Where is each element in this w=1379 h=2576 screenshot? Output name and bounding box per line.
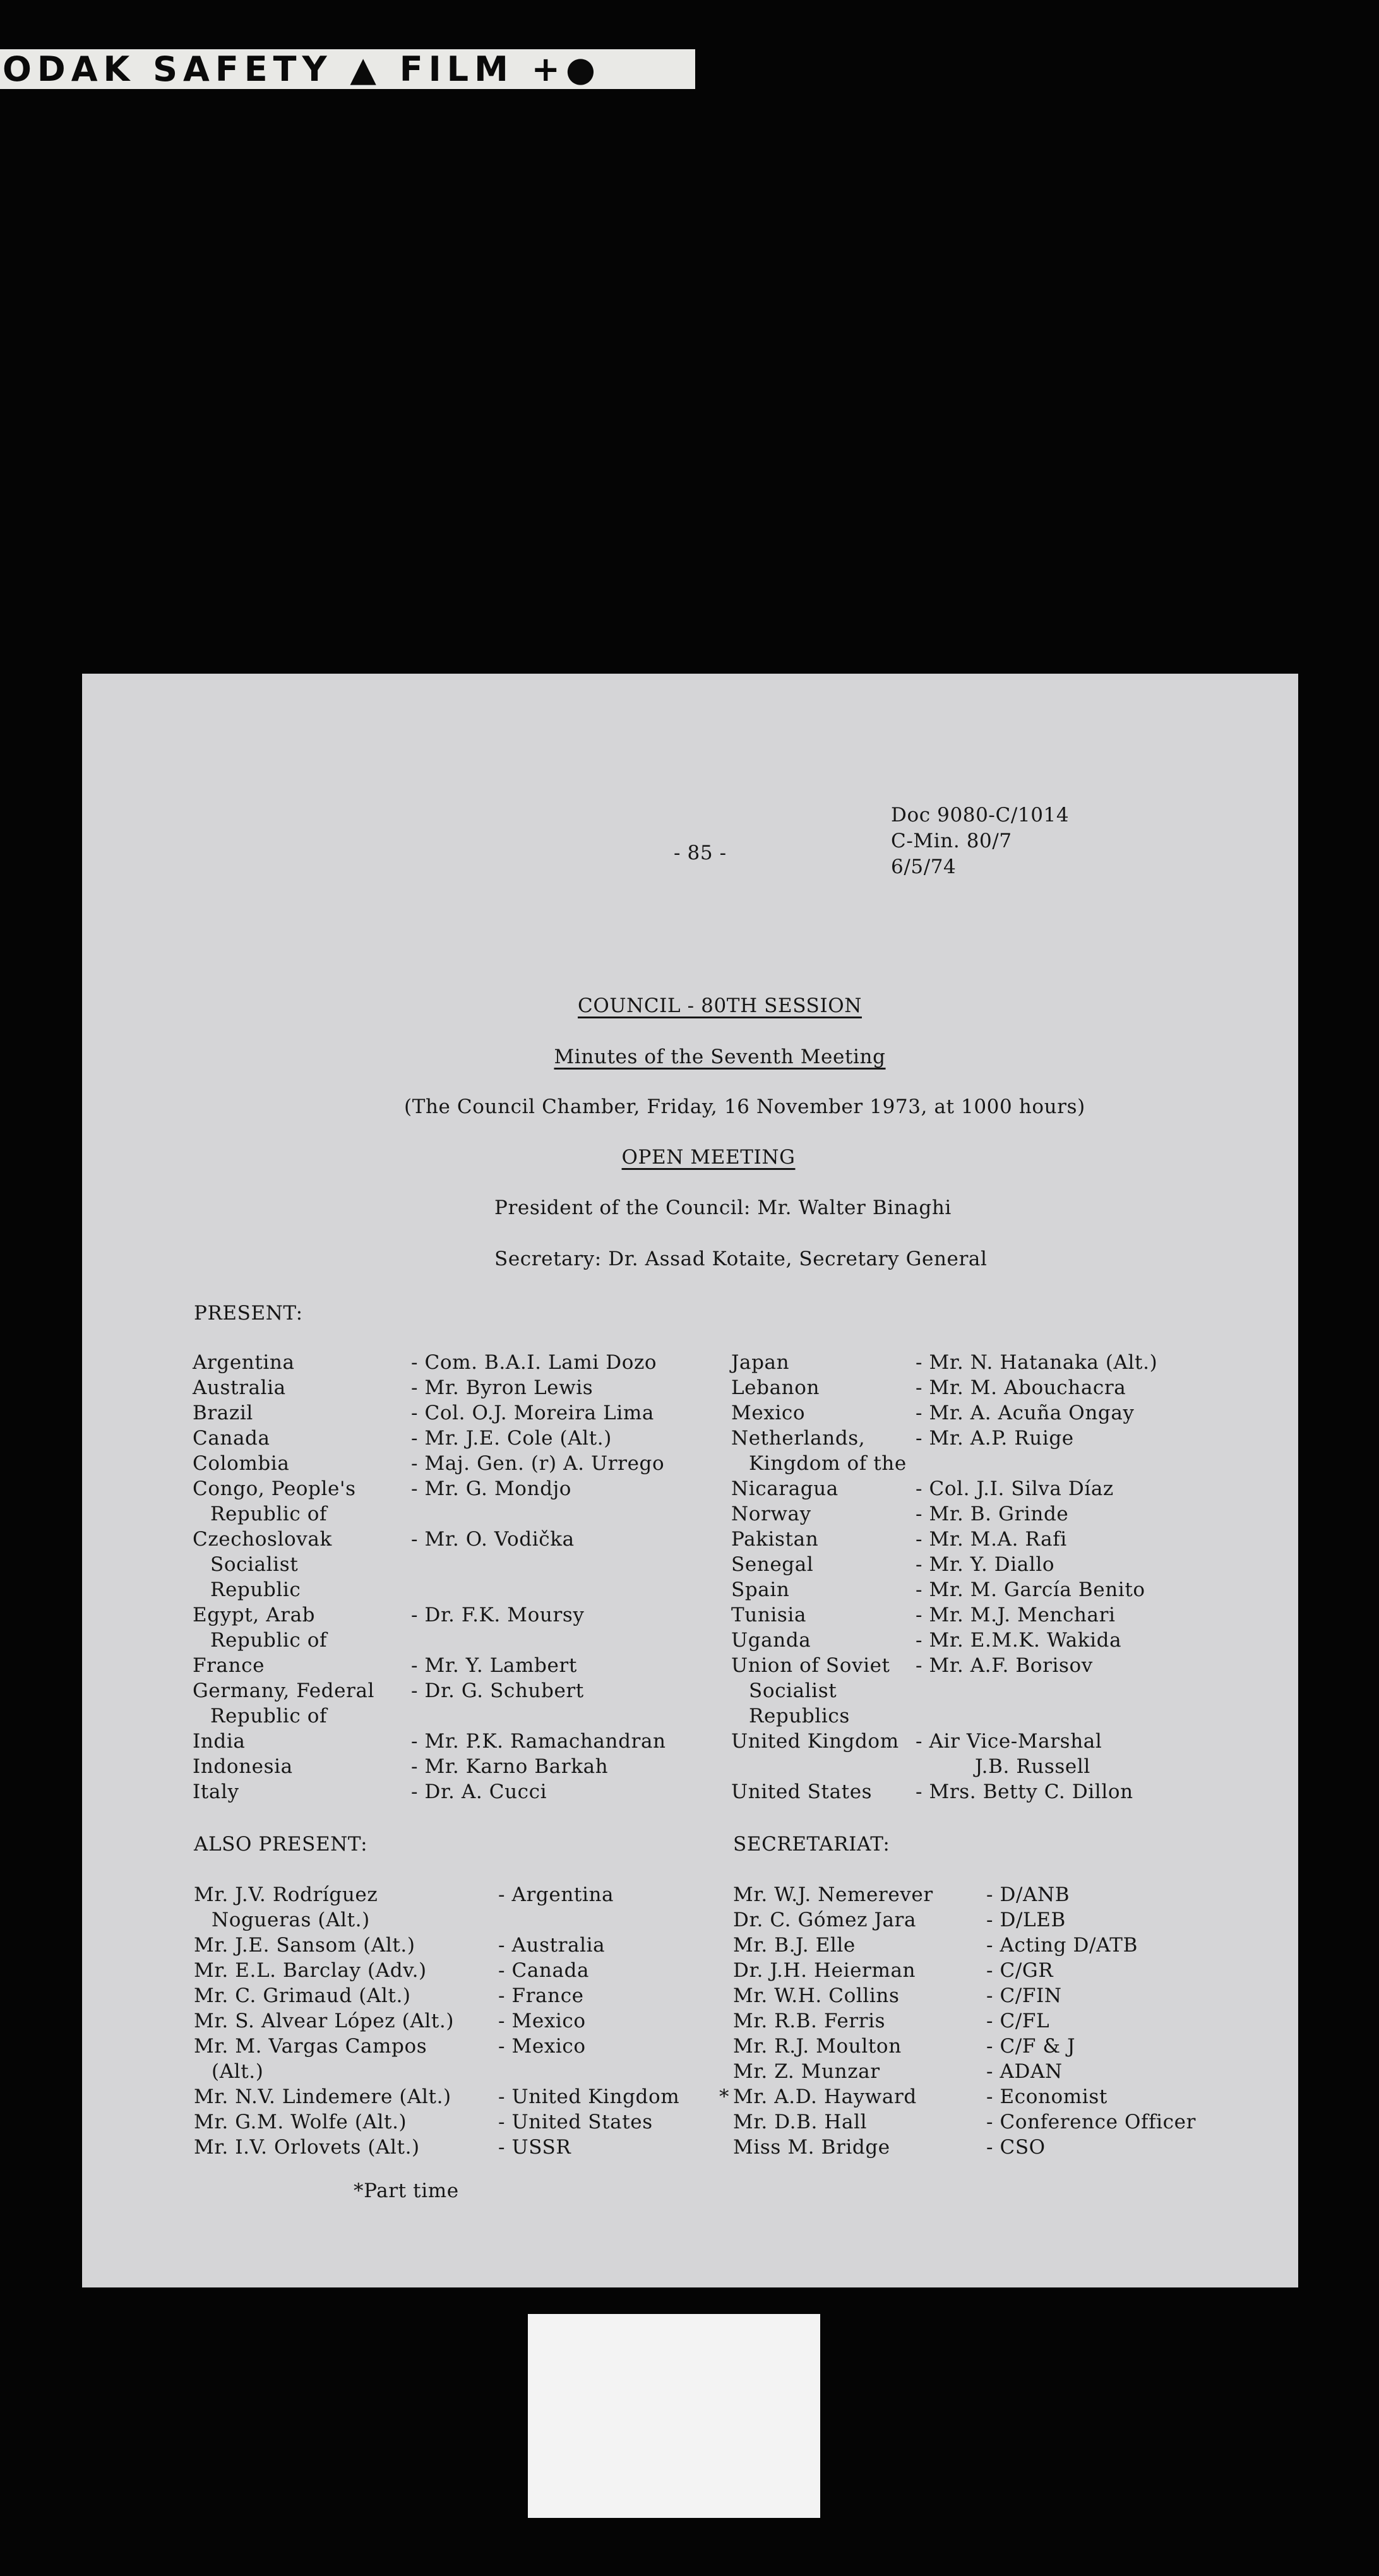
- secretariat-row-left-text: Mr. W.H. Collins: [733, 1984, 900, 2007]
- part-time-marker: *: [719, 2085, 730, 2108]
- also-present-row-right-text: - Argentina: [498, 1883, 614, 1906]
- present-row-left-text: Japan: [731, 1351, 790, 1374]
- present-row-left-text: Argentina: [193, 1351, 295, 1374]
- secretary-line: Secretary: Dr. Assad Kotaite, Secretary General: [494, 1248, 988, 1270]
- meeting-place: (The Council Chamber, Friday, 16 November 1973, at 1000 hours): [404, 1095, 1085, 1118]
- present-row-right-text: - Mr. M. Abouchacra: [916, 1376, 1126, 1399]
- present-row-left-text: Lebanon: [731, 1376, 820, 1399]
- present-heading: PRESENT:: [194, 1302, 303, 1325]
- secretariat-row-left-text: Mr. W.J. Nemerever: [733, 1883, 933, 1906]
- present-row-left-text: Nicaragua: [731, 1477, 839, 1500]
- present-row-left-text: Socialist: [749, 1679, 837, 1702]
- doc-reference-line: 6/5/74: [891, 856, 957, 878]
- secretariat-row-left-text: Mr. Z. Munzar: [733, 2060, 880, 2083]
- present-row-left-text: Mexico: [731, 1402, 806, 1424]
- present-row-left-text: Republic of: [210, 1705, 328, 1727]
- present-row-left-text: Brazil: [193, 1402, 253, 1424]
- present-row-right-text: - Mr. Y. Lambert: [411, 1654, 577, 1677]
- present-row-left-text: Indonesia: [193, 1755, 293, 1778]
- also-present-row-right-text: - United States: [498, 2111, 653, 2133]
- present-row-left-text: Canada: [193, 1427, 270, 1450]
- secretariat-row-left-text: Dr. J.H. Heierman: [733, 1959, 916, 1982]
- present-row-left-text: Republic of: [210, 1629, 328, 1652]
- secretariat-row-left-text: Mr. D.B. Hall: [733, 2111, 868, 2133]
- also-present-row-left-text: Mr. C. Grimaud (Alt.): [194, 1984, 411, 2007]
- also-present-row-left-text: Mr. S. Alvear López (Alt.): [194, 2010, 455, 2032]
- present-row-left-text: Italy: [193, 1780, 239, 1803]
- also-present-row-right-text: - Mexico: [498, 2035, 586, 2058]
- present-row-left-text: Pakistan: [731, 1528, 819, 1551]
- present-row-left-text: United States: [731, 1780, 873, 1803]
- present-row-right-text: - Col. O.J. Moreira Lima: [411, 1402, 654, 1424]
- present-row-right-text: - Mrs. Betty C. Dillon: [916, 1780, 1133, 1803]
- present-row-right-text: - Mr. A. Acuña Ongay: [916, 1402, 1135, 1424]
- page-number: - 85 -: [674, 842, 727, 864]
- present-row-right-text: - Dr. G. Schubert: [411, 1679, 584, 1702]
- session-title: COUNCIL - 80TH SESSION: [578, 994, 862, 1017]
- secretariat-row-right-text: - Conference Officer: [986, 2111, 1196, 2133]
- also-present-row-left-text: Mr. I.V. Orlovets (Alt.): [194, 2136, 420, 2159]
- present-row-right-text: - Dr. A. Cucci: [411, 1780, 547, 1803]
- also-present-row-left-text: Mr. E.L. Barclay (Adv.): [194, 1959, 427, 1982]
- present-row-left-text: Union of Soviet: [731, 1654, 890, 1677]
- present-row-right-text: - Mr. M.A. Rafi: [916, 1528, 1067, 1551]
- present-row-right-text: - Mr. G. Mondjo: [411, 1477, 572, 1500]
- present-row-right-text: - Maj. Gen. (r) A. Urrego: [411, 1452, 665, 1475]
- present-row-left-text: Socialist: [210, 1553, 299, 1576]
- also-present-heading: ALSO PRESENT:: [194, 1833, 368, 1856]
- present-row-right-text: - Mr. A.P. Ruige: [916, 1427, 1074, 1450]
- secretariat-row-left-text: Dr. C. Gómez Jara: [733, 1909, 917, 1931]
- also-present-row-left-text: Mr. J.E. Sansom (Alt.): [194, 1934, 415, 1957]
- present-row-left-text: Australia: [193, 1376, 286, 1399]
- secretariat-row-right-text: - C/GR: [986, 1959, 1054, 1982]
- present-row-left-text: Spain: [731, 1578, 790, 1601]
- present-row-left-text: India: [193, 1730, 246, 1753]
- secretariat-row-left-text: Miss M. Bridge: [733, 2136, 890, 2159]
- also-present-row-left-text: Mr. M. Vargas Campos: [194, 2035, 427, 2058]
- also-present-row-right-text: - Australia: [498, 1934, 606, 1957]
- secretariat-row-right-text: - C/FIN: [986, 1984, 1062, 2007]
- present-row-right-text: - Com. B.A.I. Lami Dozo: [411, 1351, 657, 1374]
- present-row-left-text: Germany, Federal: [193, 1679, 375, 1702]
- present-row-right-text: J.B. Russell: [975, 1755, 1090, 1778]
- secretariat-row-right-text: - D/ANB: [986, 1883, 1070, 1906]
- present-row-left-text: France: [193, 1654, 265, 1677]
- present-row-left-text: Colombia: [193, 1452, 290, 1475]
- present-row-left-text: Congo, People's: [193, 1477, 356, 1500]
- secretariat-row-right-text: - ADAN: [986, 2060, 1063, 2083]
- secretariat-row-right-text: - C/FL: [986, 2010, 1050, 2032]
- also-present-row-left-text: Mr. N.V. Lindemere (Alt.): [194, 2085, 451, 2108]
- president-line: President of the Council: Mr. Walter Binaghi: [494, 1196, 952, 1219]
- secretariat-row-left-text: Mr. R.B. Ferris: [733, 2010, 886, 2032]
- present-row-right-text: - Air Vice-Marshal: [916, 1730, 1102, 1753]
- present-row-left-text: Egypt, Arab: [193, 1604, 316, 1626]
- also-present-row-left-text: (Alt.): [212, 2060, 264, 2083]
- secretariat-row-right-text: - C/F & J: [986, 2035, 1076, 2058]
- also-present-row-left-text: Mr. G.M. Wolfe (Alt.): [194, 2111, 407, 2133]
- also-present-row-left-text: Nogueras (Alt.): [212, 1909, 370, 1931]
- doc-reference-line: C-Min. 80/7: [891, 830, 1012, 852]
- also-present-row-right-text: - United Kingdom: [498, 2085, 680, 2108]
- present-row-left-text: Netherlands,: [731, 1427, 866, 1450]
- present-row-left-text: Republics: [749, 1705, 850, 1727]
- present-row-right-text: - Mr. O. Vodička: [411, 1528, 575, 1551]
- present-row-left-text: United Kingdom: [731, 1730, 899, 1753]
- present-row-right-text: - Mr. M. García Benito: [916, 1578, 1145, 1601]
- present-row-right-text: - Mr. N. Hatanaka (Alt.): [916, 1351, 1158, 1374]
- also-present-row-left-text: Mr. J.V. Rodríguez: [194, 1883, 378, 1906]
- present-row-right-text: - Mr. Y. Diallo: [916, 1553, 1055, 1576]
- also-present-row-right-text: - USSR: [498, 2136, 571, 2159]
- present-row-left-text: Tunisia: [731, 1604, 807, 1626]
- present-row-left-text: Uganda: [731, 1629, 811, 1652]
- doc-reference-line: Doc 9080-C/1014: [891, 804, 1070, 826]
- secretariat-heading: SECRETARIAT:: [733, 1833, 890, 1856]
- present-row-left-text: Kingdom of the: [749, 1452, 907, 1475]
- present-row-right-text: - Mr. J.E. Cole (Alt.): [411, 1427, 612, 1450]
- present-row-right-text: - Dr. F.K. Moursy: [411, 1604, 585, 1626]
- also-present-row-right-text: - Mexico: [498, 2010, 586, 2032]
- present-row-right-text: - Mr. P.K. Ramachandran: [411, 1730, 666, 1753]
- secretariat-row-right-text: - CSO: [986, 2136, 1046, 2159]
- secretariat-row-right-text: - D/LEB: [986, 1909, 1066, 1931]
- film-edge-label: ODAK SAFETY ▲ FILM +●: [0, 49, 695, 89]
- present-row-left-text: Republic of: [210, 1503, 328, 1525]
- also-present-row-right-text: - Canada: [498, 1959, 590, 1982]
- secretariat-row-right-text: - Acting D/ATB: [986, 1934, 1138, 1957]
- secretariat-row-left-text: Mr. A.D. Hayward: [733, 2085, 917, 2108]
- present-row-right-text: - Mr. Byron Lewis: [411, 1376, 594, 1399]
- present-row-left-text: Republic: [210, 1578, 301, 1601]
- present-row-left-text: Czechoslovak: [193, 1528, 332, 1551]
- secretariat-row-right-text: - Economist: [986, 2085, 1107, 2108]
- present-row-left-text: Norway: [731, 1503, 811, 1525]
- present-row-right-text: - Mr. E.M.K. Wakida: [916, 1629, 1122, 1652]
- present-row-right-text: - Col. J.I. Silva Díaz: [916, 1477, 1114, 1500]
- also-present-row-right-text: - France: [498, 1984, 584, 2007]
- present-row-right-text: - Mr. M.J. Menchari: [916, 1604, 1116, 1626]
- minutes-title: Minutes of the Seventh Meeting: [554, 1046, 886, 1068]
- blank-card: [528, 2314, 820, 2518]
- present-row-right-text: - Mr. B. Grinde: [916, 1503, 1069, 1525]
- secretariat-row-left-text: Mr. B.J. Elle: [733, 1934, 856, 1957]
- present-row-right-text: - Mr. A.F. Borisov: [916, 1654, 1093, 1677]
- present-row-right-text: - Mr. Karno Barkah: [411, 1755, 609, 1778]
- open-meeting-heading: OPEN MEETING: [621, 1146, 796, 1169]
- part-time-footnote: *Part time: [354, 2179, 459, 2202]
- present-row-left-text: Senegal: [731, 1553, 814, 1576]
- secretariat-row-left-text: Mr. R.J. Moulton: [733, 2035, 902, 2058]
